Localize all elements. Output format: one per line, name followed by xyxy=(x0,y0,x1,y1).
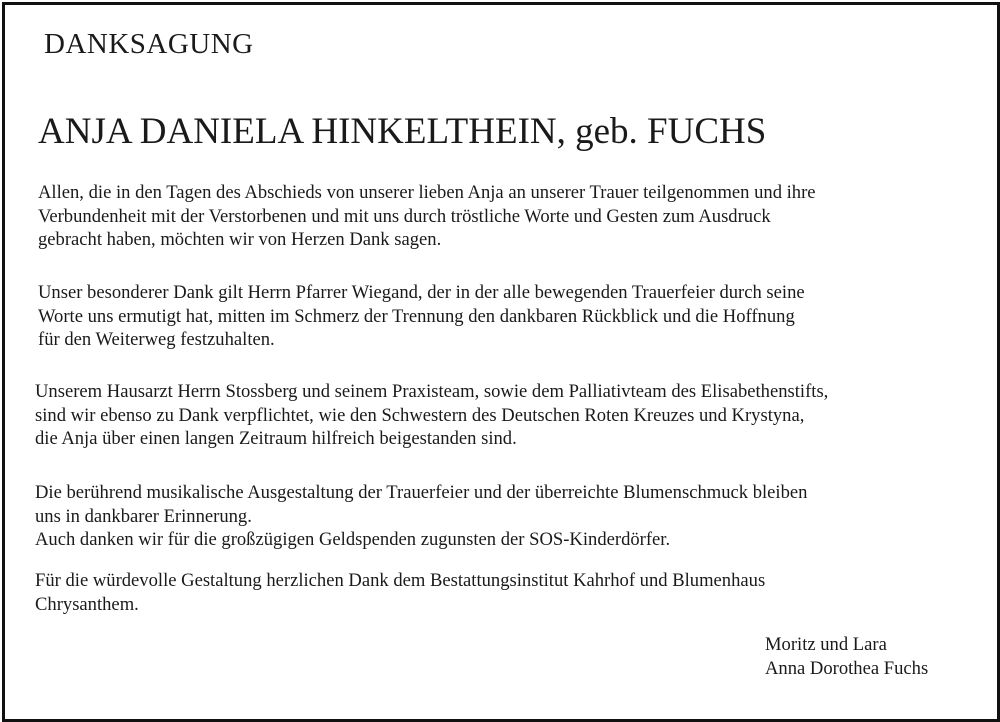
signature-line: Moritz und Lara xyxy=(765,634,887,655)
deceased-name: ANJA DANIELA HINKELTHEIN, geb. FUCHS xyxy=(38,111,767,152)
text-line: sind wir ebenso zu Dank verpflichtet, wie den Schwestern des Deutschen Roten Kreuzes und Krystyna, xyxy=(35,404,805,426)
text-line: Unser besonderer Dank gilt Herrn Pfarrer Wiegand, der in der alle bewegenden Trauerfeier durch seine xyxy=(38,282,805,303)
paragraph-thanks-music xyxy=(35,481,975,552)
paragraph-thanks-funeral-home xyxy=(35,569,975,616)
text-line: Auch danken wir für die großzügigen Geldspenden zugunsten der SOS-Kinderdörfer. xyxy=(35,529,671,550)
text-line: Verbundenheit mit der Verstorbenen und mit uns durch tröstliche Worte und Gesten zum Ausdruck xyxy=(38,205,771,227)
signature-block xyxy=(765,633,928,681)
text-line: Unserem Hausarzt Herrn Stossberg und seinem Praxisteam, sowie dem Palliativteam des Elisabethenstifts, xyxy=(35,381,829,402)
text-line: Chrysanthem. xyxy=(35,593,139,615)
text-line: Worte uns ermutigt hat, mitten im Schmerz der Trennung den dankbaren Rückblick und die Hoffnung xyxy=(38,305,795,327)
text-line: Für die würdevolle Gestaltung herzlichen Dank dem Bestattungsinstitut Kahrhof und Blumenhaus xyxy=(35,570,766,591)
text-line: Die berührend musikalische Ausgestaltung der Trauerfeier und der überreichte Blumenschmuck bleiben xyxy=(35,482,808,503)
notice-heading: DANKSAGUNG xyxy=(44,28,254,60)
paragraph-thanks-all xyxy=(38,181,978,252)
text-line: gebracht haben, möchten wir von Herzen Dank sagen. xyxy=(38,229,442,250)
signature-line: Anna Dorothea Fuchs xyxy=(765,658,929,679)
text-line: Allen, die in den Tagen des Abschieds von unserer lieben Anja an unserer Trauer teilgenommen und ihre xyxy=(38,182,816,203)
text-line: für den Weiterweg festzuhalten. xyxy=(38,329,275,350)
text-line: uns in dankbarer Erinnerung. xyxy=(35,505,252,527)
paragraph-thanks-doctor xyxy=(35,380,975,451)
text-line: die Anja über einen langen Zeitraum hilfreich beigestanden sind. xyxy=(35,428,517,449)
paragraph-thanks-pastor xyxy=(38,281,978,352)
